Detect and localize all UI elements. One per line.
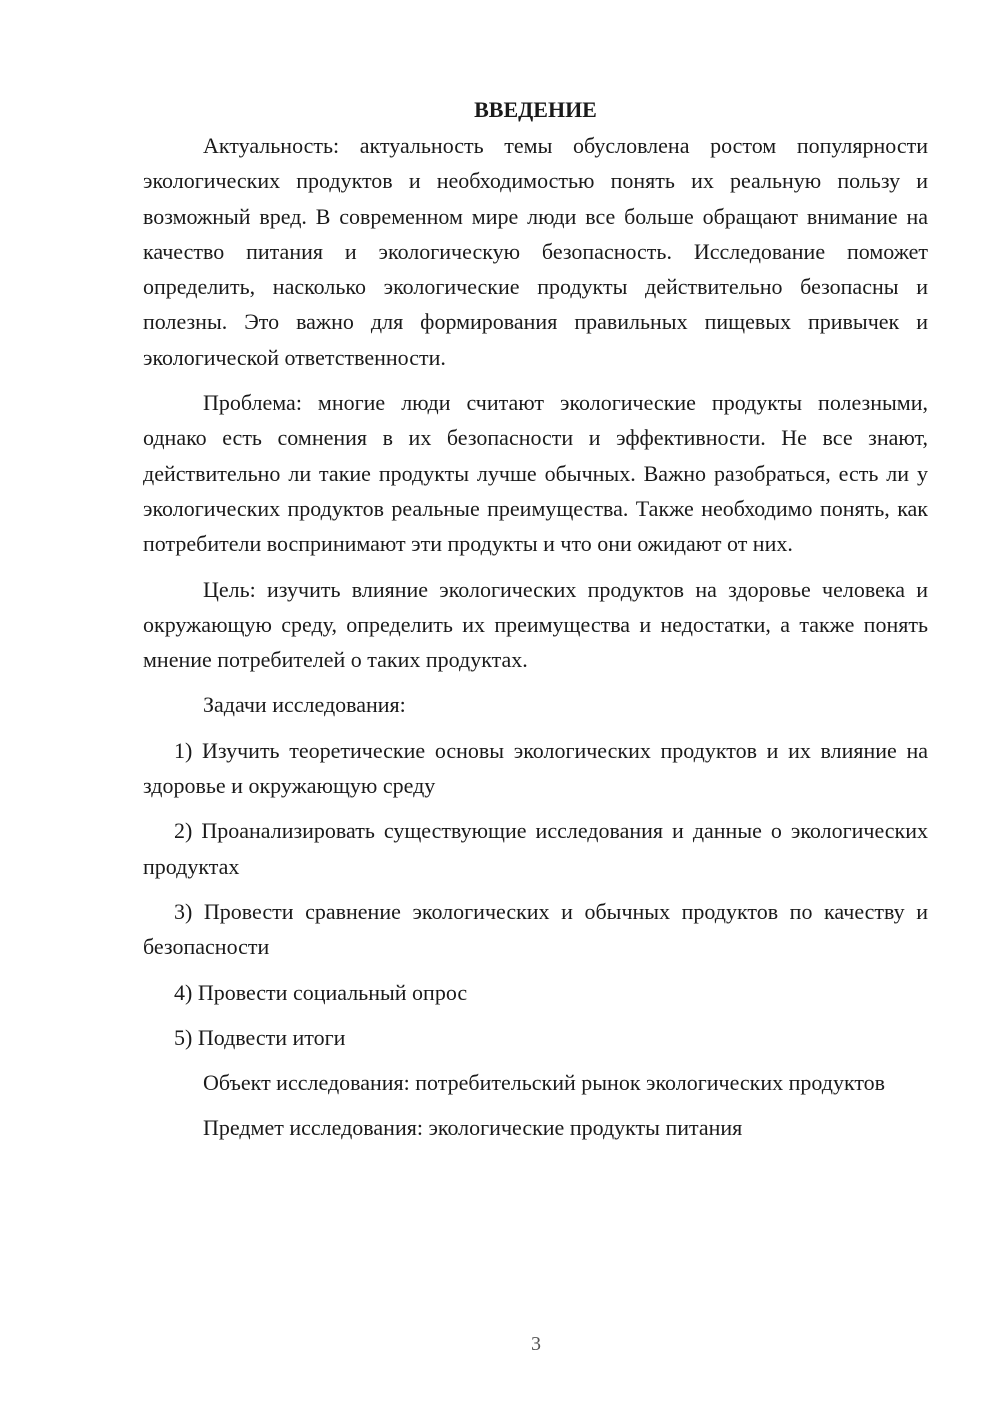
problem-paragraph: Проблема: многие люди считают экологические продукты полезными, однако есть сомнения в их безопасности и эффективности. Не все знают, действительно ли такие продукты лучше обычных. Важно разобраться, есть ли у экологических продуктов реальные преимущества. Также необходимо понять, как потребители воспринимают эти продукты и что они ожидают от них. (143, 390, 928, 557)
page-title: ВВЕДЕНИЕ (474, 97, 597, 122)
task-item-2: 2) Проанализировать существующие исследования и данные о экологических продуктах (143, 818, 928, 879)
tasks-heading: Задачи исследования: (203, 692, 406, 718)
task-item-1: 1) Изучить теоретические основы экологических продуктов и их влияние на здоровье и окружающую среду (143, 737, 928, 799)
task-item-5: 5) Подвести итоги (174, 1024, 346, 1050)
task-item-3: 3) Провести сравнение экологических и обычных продуктов по качеству и безопасности (143, 898, 928, 960)
task-item-4: 4) Провести социальный опрос (174, 979, 468, 1005)
relevance-paragraph: Актуальность: актуальность темы обусловлена ростом популярности экологических продуктов и необходимостью понять их реальную пользу и возможный вред. В современном мире люди все больше обращают внимание на качество питания и экологическую безопасность. Исследование поможет определить, насколько экологические продукты действительно безопасны и полезны. Это важно для формирования правильных пищевых привычек и экологической ответственности. (143, 133, 928, 370)
goal-paragraph: Цель: изучить влияние экологических продуктов на здоровье человека и окружающую среду, определить их преимущества и недостатки, а также понять мнение потребителей о таких продуктах. (143, 576, 928, 673)
object-paragraph: Объект исследования: потребительский рынок экологических продуктов (203, 1070, 886, 1096)
page-number: 3 (531, 1333, 541, 1355)
document-page (143, 92, 928, 1156)
subject-paragraph: Предмет исследования: экологические продукты питания (203, 1115, 743, 1141)
